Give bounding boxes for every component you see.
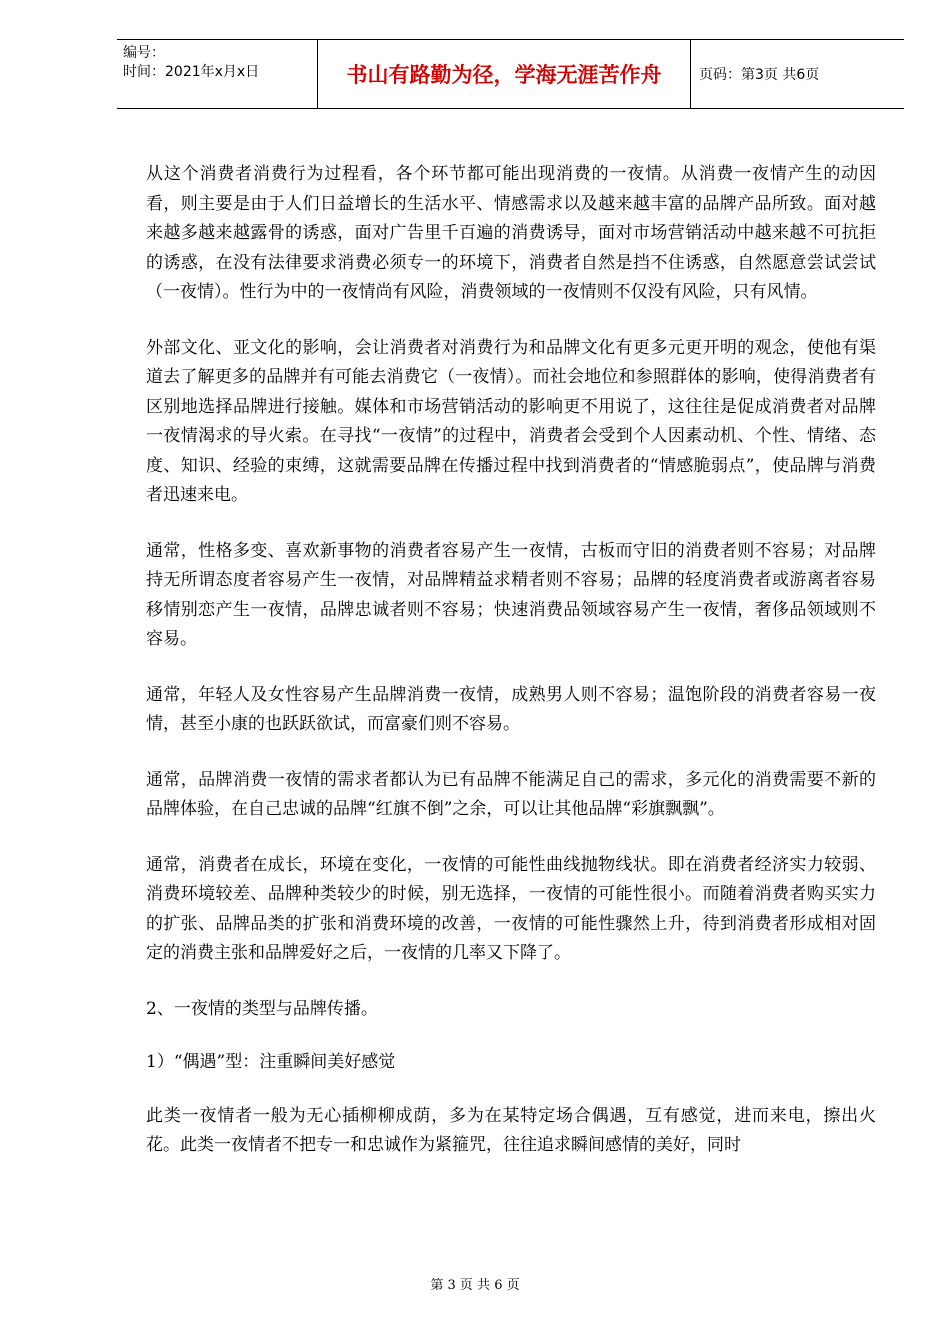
paragraph-4: 通常，年轻人及女性容易产生品牌消费一夜情，成熟男人则不容易；温饱阶段的消费者容易一夜情，甚至小康的也跃跃欲试，而富豪们则不容易。 [146, 684, 876, 734]
header-page-code: 页码：第3页 共6页 [699, 67, 820, 83]
header-motto: 书山有路勤为径，学海无涯苦作舟 [317, 40, 691, 108]
paragraph-6: 通常，消费者在成长，环境在变化，一夜情的可能性曲线抛物线状。即在消费者经济实力较弱、消费环境较差、品牌种类较少的时候，别无选择，一夜情的可能性很小。而随着消费者购买实力的扩张、品牌品类的扩张和消费环境的改善，一夜情的可能性骤然上升，待到消费者形成相对固定的消费主张和品牌爱好之后，一夜情的几率又下降了。 [146, 854, 876, 963]
section-heading: 2、一夜情的类型与品牌传播。 [146, 998, 378, 1019]
page-footer: 第 3 页 共 6 页 [430, 1278, 520, 1293]
header-meta [123, 44, 259, 82]
paragraph-2: 外部文化、亚文化的影响，会让消费者对消费行为和品牌文化有更多元更开明的观念，使他有渠道去了解更多的品牌并有可能去消费它（一夜情）。而社会地位和参照群体的影响，使得消费者有区别地选择品牌进行接触。媒体和市场营销活动的影响更不用说了，这往往是促成消费者对品牌一夜情渴求的导火索。在寻找“一夜情”的过程中，消费者会受到个人因素动机、个性、情绪、态度、知识、经验的束缚，这就需要品牌在传播过程中找到消费者的“情感脆弱点”，使品牌与消费者迅速来电。 [146, 337, 876, 505]
document-time-label: 时间：2021年x月x日 [123, 64, 260, 80]
paragraph-3: 通常，性格多变、喜欢新事物的消费者容易产生一夜情，古板而守旧的消费者则不容易；对品牌持无所谓态度者容易产生一夜情，对品牌精益求精者则不容易；品牌的轻度消费者或游离者容易移情别恋产生一夜情，品牌忠诚者则不容易；快速消费品领域容易产生一夜情，奢侈品领域则不容易。 [146, 540, 876, 649]
paragraph-5: 通常，品牌消费一夜情的需求者都认为已有品牌不能满足自己的需求，多元化的消费需要不新的品牌体验，在自己忠诚的品牌“红旗不倒”之余，可以让其他品牌“彩旗飘飘”。 [146, 769, 876, 819]
subsection-heading: 1）“偶遇”型：注重瞬间美好感觉 [146, 1052, 396, 1072]
document-body [146, 160, 876, 1187]
paragraph-7: 此类一夜情者一般为无心插柳柳成荫，多为在某特定场合偶遇，互有感觉，进而来电，擦出火花。此类一夜情者不把专一和忠诚作为紧箍咒，往往追求瞬间感情的美好，同时 [146, 1105, 876, 1155]
document-number-label: 编号： [123, 45, 165, 61]
paragraph-1: 从这个消费者消费行为过程看，各个环节都可能出现消费的一夜情。从消费一夜情产生的动因看，则主要是由于人们日益增长的生活水平、情感需求以及越来越丰富的品牌产品所致。面对越来越多越来越露骨的诱惑，面对广告里千百遍的消费诱导，面对市场营销活动中越来越不可抗拒的诱惑，在没有法律要求消费必须专一的环境下，消费者自然是挡不住诱惑，自然愿意尝试尝试（一夜情）。性行为中的一夜情尚有风险，消费领域的一夜情则不仅没有风险，只有风情。 [146, 164, 876, 302]
page-header [117, 39, 904, 109]
